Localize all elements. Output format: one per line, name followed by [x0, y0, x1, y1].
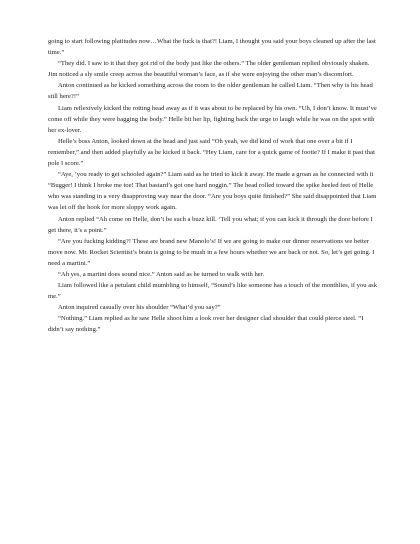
- paragraph: “Nothing.” Liam replied as he saw Helle shoot him a look over her designer clad shoulder that could pierce steel. “I didn’t say nothing.”: [48, 315, 364, 334]
- paragraph: Helle’s boss Anton, looked down at the head and just said “Oh yeah, we did kind of work that one over a bit if I remember,” and then added playfully as he kicked it back. “Hey Liam, care for a quick game of footie? If I make it past that pole I score.”: [48, 137, 375, 168]
- paragraph: “Ah yes, a martini does sound nice.” Anton said as he turned to walk with her.: [58, 270, 265, 278]
- paragraph: going to start following platitudes now…What the fuck is that?! Liam, I thought you said your boys cleaned up after the last time.”: [48, 38, 376, 57]
- paragraph: “Are you fucking kidding?! These are brand new Manolo’s! If we are going to make our dinner reservations we better move now. Mr. Rocket Scientist’s brain is going to be mush in a few hours whether we are back or not. So, let’s get going. I need a martini.”: [48, 237, 375, 267]
- paragraph: Anton inquired casually over his shoulder “What’d you say?”: [58, 304, 221, 312]
- paragraph: Liam reflexively kicked the rotting head away as if it was about to be replaced by his own. “Uh, I don’t know. It must’ve come off while they were bagging the body.” Helle bit her lip, fighting back the urge to laugh while he was on the spot with her ex-lover.: [48, 104, 377, 134]
- paragraph: Liam followed like a petulant child mumbling to himself, “Sound’s like someone has a touch of the monthlies, if you ask me.”: [48, 282, 378, 301]
- paragraph: Anton continued as he kicked something across the room to the older gentleman he called Liam. “Then why is his head still here?!”: [48, 82, 373, 101]
- paragraph: “Aye, ’you ready to get schooled again?” Liam said as he tried to kick it away. He made a groan as he connected with it “Bugger! I think I broke me toe! That bastard’s got one hard noggin.” The head rolled toward the spike heeled feet of Helle who was standing in a very disapproving way near the door. “Are you boys quite finished?” She said disappointed that Liam was let off the hook for more sloppy work again.: [48, 171, 377, 212]
- paragraph: “They did. I saw to it that they got rid of the body just like the others.” The older gentleman replied obviously shaken. Jim noticed a sly smile creep across the beautiful woman’s face, as if she were enjoying the other man’s discomfort.: [48, 60, 370, 79]
- paragraph: Anton replied “Ah come on Helle, don’t be such a buzz kill. ‘Tell you what; if you can kick it through the door before I get there, it’s a point.”: [48, 215, 373, 234]
